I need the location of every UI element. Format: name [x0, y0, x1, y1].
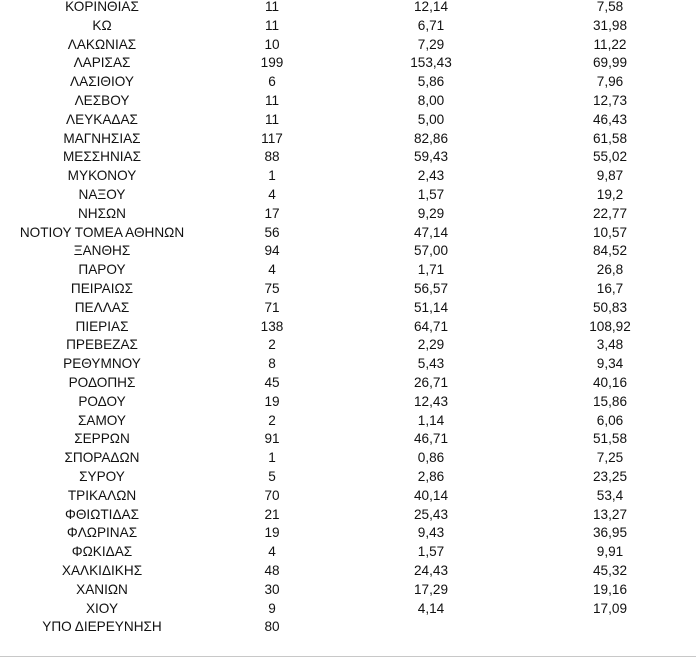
cases-cell: 4	[268, 262, 276, 278]
region-name-cell: ΠΕΙΡΑΙΩΣ	[70, 280, 134, 296]
table-row	[0, 468, 696, 487]
cases-cell: 11	[264, 0, 280, 14]
rate-cell: 17,09	[592, 600, 628, 616]
region-name-cell: ΛΑΣΙΘΙΟΥ	[70, 74, 134, 90]
daily-average-cell: 56,57	[413, 280, 449, 296]
region-name-cell: ΡΕΘΥΜΝΟΥ	[63, 356, 141, 372]
region-name-cell: ΡΟΔΟΥ	[78, 393, 126, 409]
cases-cell: 10	[264, 36, 280, 52]
cases-cell: 48	[264, 562, 280, 578]
daily-average-cell: 47,14	[413, 224, 449, 240]
region-name-cell: ΠΙΕΡΙΑΣ	[75, 318, 129, 334]
region-name-cell: ΤΡΙΚΑΛΩΝ	[67, 487, 137, 503]
daily-average-cell: 82,86	[413, 130, 449, 146]
cases-cell: 11	[264, 111, 280, 127]
rate-cell: 22,77	[592, 205, 628, 221]
cases-cell: 4	[268, 186, 276, 202]
cases-cell: 5	[268, 468, 276, 484]
cases-cell: 117	[261, 130, 283, 146]
cases-cell: 17	[264, 205, 280, 221]
table-row	[0, 562, 696, 581]
rate-cell: 7,25	[596, 450, 624, 466]
cases-cell: 199	[260, 55, 284, 71]
daily-average-cell: 0,86	[417, 450, 445, 466]
daily-average-cell: 26,71	[413, 374, 449, 390]
daily-average-cell: 5,43	[417, 356, 445, 372]
rate-cell: 9,87	[596, 168, 624, 184]
region-name-cell: ΞΑΝΘΗΣ	[73, 243, 131, 259]
daily-average-cell: 59,43	[413, 149, 449, 165]
cases-cell: 19	[264, 525, 280, 541]
table-row	[0, 600, 696, 619]
region-name-cell: ΣΠΟΡΑΔΩΝ	[64, 450, 140, 466]
table-row	[0, 487, 696, 506]
cases-cell: 8	[268, 356, 276, 372]
table-row	[0, 0, 696, 17]
daily-average-cell: 46,71	[413, 431, 449, 447]
region-name-cell: ΛΕΣΒΟΥ	[74, 92, 130, 108]
rate-cell: 13,27	[592, 506, 628, 522]
table-row	[0, 54, 696, 73]
region-name-cell: ΝΟΤΙΟΥ ΤΟΜΕΑ ΑΘΗΝΩΝ	[19, 224, 185, 240]
region-name-cell: ΛΑΚΩΝΙΑΣ	[67, 36, 137, 52]
daily-average-cell	[338, 618, 524, 637]
region-name-cell: ΜΕΣΣΗΝΙΑΣ	[62, 149, 142, 165]
region-name-cell: ΧΑΝΙΩΝ	[76, 581, 128, 597]
rate-cell: 12,73	[592, 92, 628, 108]
rate-cell: 40,16	[592, 374, 628, 390]
daily-average-cell: 12,14	[413, 0, 449, 14]
cases-cell: 1	[268, 168, 276, 184]
cases-cell: 91	[264, 431, 280, 447]
region-name-cell: ΦΩΚΙΔΑΣ	[71, 544, 133, 560]
daily-average-cell: 5,86	[417, 74, 445, 90]
rate-cell: 3,48	[596, 337, 624, 353]
daily-average-cell: 1,71	[417, 262, 445, 278]
table-row	[0, 167, 696, 186]
cases-cell: 21	[264, 506, 280, 522]
rate-cell: 31,98	[592, 17, 628, 33]
table-row	[0, 374, 696, 393]
region-name-cell: ΛΕΥΚΑΔΑΣ	[66, 111, 138, 127]
daily-average-cell: 6,71	[417, 17, 445, 33]
rate-cell: 50,83	[592, 299, 628, 315]
daily-average-cell: 1,57	[417, 544, 445, 560]
cases-cell: 45	[264, 374, 280, 390]
table-row	[0, 205, 696, 224]
daily-average-cell: 1,57	[417, 186, 445, 202]
rate-cell: 26,8	[596, 262, 624, 278]
daily-average-cell: 64,71	[413, 318, 449, 334]
region-name-cell: ΣΥΡΟΥ	[79, 468, 125, 484]
rate-cell: 19,2	[596, 186, 624, 202]
table-row	[0, 336, 696, 355]
rate-cell: 46,43	[592, 111, 628, 127]
table-row	[0, 524, 696, 543]
table-row	[0, 430, 696, 449]
rate-cell: 23,25	[592, 468, 628, 484]
cases-cell: 88	[264, 149, 280, 165]
cases-cell: 9	[268, 600, 276, 616]
region-name-cell: ΝΗΣΩΝ	[77, 205, 127, 221]
page-divider	[0, 656, 696, 657]
rate-cell: 55,02	[592, 149, 628, 165]
rate-cell: 15,86	[592, 393, 628, 409]
table-row	[0, 581, 696, 600]
daily-average-cell: 57,00	[413, 243, 449, 259]
rate-cell: 61,58	[592, 130, 628, 146]
table-row	[0, 299, 696, 318]
table-row	[0, 280, 696, 299]
table-row	[0, 242, 696, 261]
cases-cell: 11	[264, 92, 280, 108]
rate-cell: 6,06	[596, 412, 624, 428]
table-row	[0, 412, 696, 431]
daily-average-cell: 12,43	[413, 393, 449, 409]
table-row	[0, 393, 696, 412]
table-row	[0, 17, 696, 36]
table-row	[0, 111, 696, 130]
rate-cell: 19,16	[592, 581, 628, 597]
cases-cell: 71	[264, 299, 280, 315]
cases-cell: 138	[260, 318, 284, 334]
region-name-cell: ΜΑΓΝΗΣΙΑΣ	[63, 130, 141, 146]
daily-average-cell: 24,43	[413, 562, 449, 578]
table-row	[0, 261, 696, 280]
cases-cell: 56	[264, 224, 280, 240]
daily-average-cell: 1,14	[417, 412, 445, 428]
rate-cell: 11,22	[593, 36, 627, 52]
table-row	[0, 186, 696, 205]
region-name-cell: ΚΟΡΙΝΘΙΑΣ	[65, 0, 139, 14]
rate-cell: 36,95	[592, 525, 628, 541]
rate-cell: 9,34	[596, 356, 624, 372]
table-row	[0, 618, 696, 637]
table-row	[0, 543, 696, 562]
cases-cell: 70	[264, 487, 280, 503]
daily-average-cell: 8,00	[417, 92, 445, 108]
table-row	[0, 224, 696, 243]
cases-cell: 19	[264, 393, 280, 409]
cases-cell: 80	[264, 619, 280, 635]
cases-cell: 6	[268, 74, 276, 90]
rate-cell: 53,4	[596, 487, 624, 503]
daily-average-cell: 9,29	[417, 205, 445, 221]
rate-cell: 51,58	[592, 431, 628, 447]
rate-cell: 9,91	[596, 544, 624, 560]
region-name-cell: ΛΑΡΙΣΑΣ	[73, 55, 131, 71]
region-name-cell: ΠΡΕΒΕΖΑΣ	[66, 337, 138, 353]
region-name-cell: ΚΩ	[92, 17, 112, 33]
daily-average-cell: 25,43	[413, 506, 449, 522]
daily-average-cell: 2,86	[417, 468, 445, 484]
daily-average-cell: 17,29	[413, 581, 449, 597]
region-name-cell: ΝΑΞΟΥ	[78, 186, 126, 202]
table-row	[0, 449, 696, 468]
region-name-cell: ΜΥΚΟΝΟΥ	[67, 168, 137, 184]
table-row	[0, 148, 696, 167]
region-name-cell: ΠΕΛΛΑΣ	[74, 299, 130, 315]
table-row	[0, 73, 696, 92]
table-row	[0, 355, 696, 374]
daily-average-cell: 7,29	[417, 36, 445, 52]
daily-average-cell: 40,14	[413, 487, 449, 503]
rate-cell: 10,57	[592, 224, 628, 240]
rate-cell: 108,92	[589, 318, 631, 334]
cases-cell: 4	[268, 544, 276, 560]
daily-average-cell: 2,29	[417, 337, 445, 353]
region-name-cell: ΧΑΛΚΙΔΙΚΗΣ	[61, 562, 143, 578]
cases-cell: 75	[264, 280, 280, 296]
daily-average-cell: 4,14	[417, 600, 445, 616]
rate-cell: 84,52	[592, 243, 628, 259]
daily-average-cell: 9,43	[417, 525, 445, 541]
region-name-cell: ΡΟΔΟΠΗΣ	[68, 374, 136, 390]
daily-average-cell: 5,00	[417, 111, 445, 127]
region-name-cell: ΣΑΜΟΥ	[78, 412, 126, 428]
rate-cell: 7,96	[596, 74, 624, 90]
cases-cell: 94	[264, 243, 280, 259]
cases-cell: 2	[268, 412, 276, 428]
daily-average-cell: 51,14	[413, 299, 449, 315]
region-name-cell: ΥΠΟ ΔΙΕΡΕΥΝΗΣΗ	[42, 619, 162, 635]
cases-cell: 1	[268, 450, 276, 466]
table-row	[0, 36, 696, 55]
rate-cell: 69,99	[592, 55, 628, 71]
cases-cell: 11	[264, 17, 280, 33]
region-name-cell: ΣΕΡΡΩΝ	[74, 431, 130, 447]
region-name-cell: ΦΘΙΩΤΙΔΑΣ	[65, 506, 139, 522]
region-name-cell: ΠΑΡΟΥ	[78, 262, 126, 278]
region-name-cell: ΧΙΟΥ	[85, 600, 119, 616]
table-row	[0, 130, 696, 149]
rate-cell: 45,32	[592, 562, 628, 578]
table-row	[0, 92, 696, 111]
daily-average-cell: 2,43	[417, 168, 445, 184]
cases-cell: 30	[264, 581, 280, 597]
region-name-cell: ΦΛΩΡΙΝΑΣ	[66, 525, 138, 541]
cases-cell: 2	[268, 337, 276, 353]
rate-cell: 16,7	[596, 280, 624, 296]
rate-cell	[524, 618, 696, 637]
table-row	[0, 506, 696, 525]
daily-average-cell: 153,43	[410, 55, 452, 71]
rate-cell: 7,58	[596, 0, 624, 14]
table-row	[0, 318, 696, 337]
